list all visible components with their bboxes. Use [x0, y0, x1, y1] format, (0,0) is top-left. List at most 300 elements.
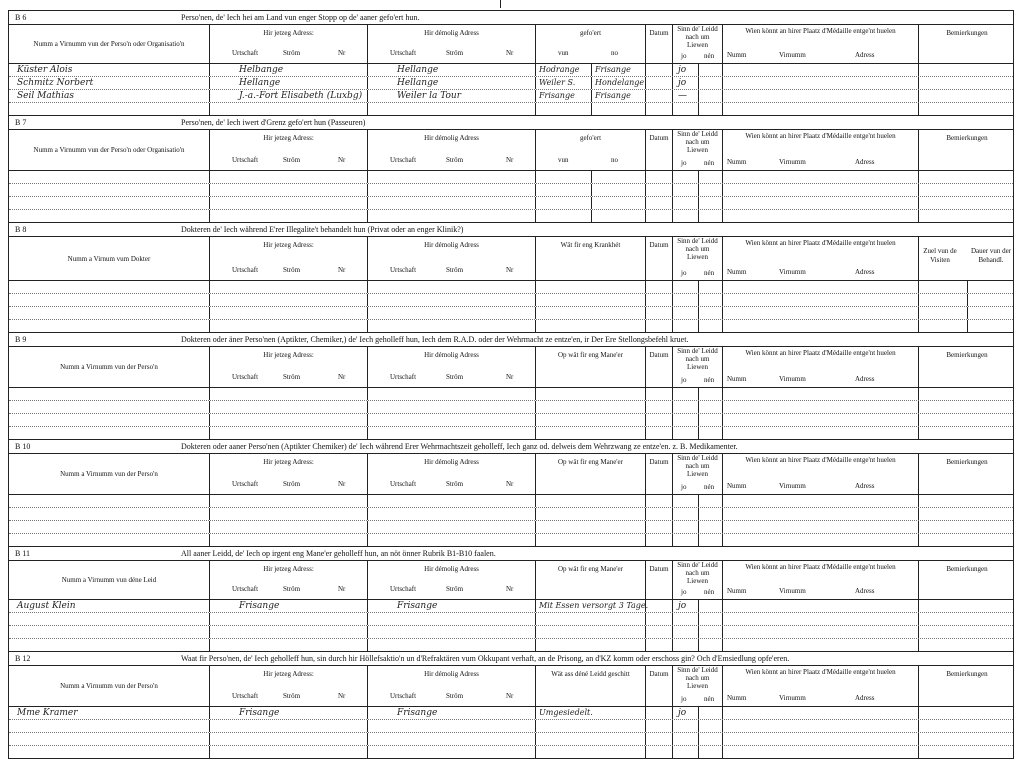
header-cell	[918, 347, 1015, 387]
header-cell	[722, 347, 918, 387]
table-cell[interactable]	[645, 401, 672, 413]
medal-firstname-label: Virnumm	[779, 268, 806, 276]
table-cell[interactable]	[645, 707, 672, 719]
table-cell[interactable]	[209, 401, 367, 413]
nr-label: Nr	[338, 49, 346, 57]
section-title-bar	[9, 116, 1013, 130]
table-cell[interactable]	[918, 495, 1015, 507]
table-cell[interactable]	[722, 64, 918, 76]
table-cell[interactable]	[209, 733, 367, 745]
table-cell[interactable]	[367, 184, 535, 196]
table-cell[interactable]	[209, 521, 367, 533]
table-cell[interactable]	[9, 294, 209, 306]
table-cell[interactable]	[722, 521, 918, 533]
table-cell[interactable]	[645, 184, 672, 196]
table-cell[interactable]	[645, 508, 672, 520]
table-cell[interactable]	[645, 414, 672, 426]
table-cell[interactable]	[918, 600, 1015, 612]
table-cell[interactable]	[535, 281, 645, 293]
street-label: Ström	[283, 692, 301, 700]
handwritten-address-now: Hellange	[239, 78, 281, 88]
table-cell[interactable]	[535, 508, 645, 520]
header-cell	[209, 347, 367, 387]
table-cell[interactable]	[645, 746, 672, 758]
table-cell[interactable]	[672, 746, 722, 758]
table-cell[interactable]	[918, 320, 1015, 332]
table-cell[interactable]	[9, 320, 209, 332]
table-cell[interactable]	[367, 414, 535, 426]
table-cell[interactable]	[645, 733, 672, 745]
table-cell[interactable]	[645, 90, 672, 102]
cell-divider	[698, 307, 699, 319]
table-cell[interactable]	[722, 746, 918, 758]
table-cell[interactable]	[722, 495, 918, 507]
header-cell	[9, 130, 209, 170]
table-cell[interactable]	[672, 521, 722, 533]
table-cell[interactable]	[645, 171, 672, 183]
table-cell[interactable]	[645, 77, 672, 89]
table-cell[interactable]	[672, 401, 722, 413]
table-cell[interactable]	[918, 626, 1015, 638]
section-code: B 12	[15, 654, 31, 663]
table-cell[interactable]	[9, 534, 209, 546]
table-cell[interactable]	[367, 307, 535, 319]
table-cell[interactable]	[918, 508, 1015, 520]
table-cell[interactable]	[672, 307, 722, 319]
table-cell[interactable]	[9, 307, 209, 319]
nr-label: Nr	[338, 156, 346, 164]
table-cell[interactable]	[367, 103, 535, 115]
header-cell	[918, 25, 1015, 63]
column-header-row	[9, 237, 1013, 281]
cell-divider	[698, 534, 699, 546]
remarks-header: Bemierkungen	[946, 351, 988, 359]
table-cell[interactable]	[722, 307, 918, 319]
table-cell[interactable]	[672, 197, 722, 209]
town-label: Urtschaft	[232, 266, 259, 274]
table-cell[interactable]	[722, 508, 918, 520]
medal-name-label: Numm	[727, 158, 747, 166]
table-cell[interactable]	[672, 639, 722, 651]
medal-name-label: Numm	[727, 482, 747, 490]
table-cell[interactable]	[918, 401, 1015, 413]
table-cell[interactable]	[535, 184, 645, 196]
table-cell[interactable]	[209, 307, 367, 319]
table-cell[interactable]	[367, 401, 535, 413]
header-cell	[722, 237, 918, 280]
header-cell	[209, 561, 367, 599]
medal-header: Wien könnt an hirer Plaatz d'Médaille entge'nt huelen	[745, 456, 896, 464]
table-cell[interactable]	[209, 707, 367, 719]
table-cell[interactable]	[645, 600, 672, 612]
address-header: Hir jetzeg Adress:	[263, 670, 314, 678]
table-cell[interactable]	[672, 210, 722, 222]
medal-header: Wien könnt an hirer Plaatz d'Médaille entge'nt huelen	[745, 668, 896, 676]
table-cell[interactable]	[918, 639, 1015, 651]
table-cell[interactable]	[535, 613, 645, 625]
table-cell[interactable]	[9, 210, 209, 222]
table-cell[interactable]	[672, 320, 722, 332]
table-cell[interactable]	[918, 184, 1015, 196]
section-title-bar	[9, 652, 1013, 666]
table-cell[interactable]	[209, 414, 367, 426]
table-cell[interactable]	[367, 521, 535, 533]
header-cell	[209, 237, 367, 280]
table-cell[interactable]	[918, 534, 1015, 546]
table-cell[interactable]	[209, 495, 367, 507]
yes-label: jo	[681, 52, 687, 60]
table-cell[interactable]	[722, 184, 918, 196]
table-cell[interactable]	[722, 77, 918, 89]
column-header-row	[9, 130, 1013, 171]
table-cell[interactable]	[672, 414, 722, 426]
table-cell[interactable]	[535, 733, 645, 745]
section-b11	[8, 546, 1014, 651]
table-row	[9, 210, 1013, 222]
table-cell[interactable]	[367, 171, 535, 183]
table-cell[interactable]	[535, 103, 645, 115]
table-cell[interactable]	[722, 613, 918, 625]
table-cell[interactable]	[367, 600, 535, 612]
table-cell[interactable]	[9, 184, 209, 196]
table-cell[interactable]	[209, 508, 367, 520]
section-title: Dokteren oder aaner Perso'nen (Aptikter Chemiker) de' Iech während Erer Wehrmachtszeit geholleff, Iech ganz od. delweis dem Wehrzwang ze entze'en. z. B. Medikamenter.	[181, 442, 738, 451]
table-row	[9, 521, 1013, 534]
cell-divider	[698, 210, 699, 222]
table-cell[interactable]	[209, 64, 367, 76]
table-cell[interactable]	[722, 90, 918, 102]
table-cell[interactable]	[645, 495, 672, 507]
header-cell	[535, 666, 645, 706]
table-cell[interactable]	[535, 307, 645, 319]
table-cell[interactable]	[535, 626, 645, 638]
street-label: Ström	[446, 480, 464, 488]
table-row	[9, 707, 1013, 720]
table-cell[interactable]	[9, 414, 209, 426]
table-cell[interactable]	[209, 184, 367, 196]
table-cell[interactable]	[645, 307, 672, 319]
town-label: Urtschaft	[232, 480, 259, 488]
table-cell[interactable]	[9, 427, 209, 439]
handwritten-address-old: Hellange	[397, 65, 439, 75]
handwritten-alive-mark: —	[678, 91, 687, 101]
table-cell[interactable]	[9, 103, 209, 115]
table-cell[interactable]	[9, 401, 209, 413]
column-3-header: Op wät fir eng Mane'er	[557, 565, 623, 573]
table-cell[interactable]	[209, 427, 367, 439]
table-cell[interactable]	[209, 77, 367, 89]
table-cell[interactable]	[367, 707, 535, 719]
table-cell[interactable]	[672, 495, 722, 507]
table-cell[interactable]	[535, 294, 645, 306]
table-cell[interactable]	[209, 103, 367, 115]
header-cell	[9, 561, 209, 599]
table-cell[interactable]	[672, 184, 722, 196]
nr-label: Nr	[506, 692, 514, 700]
from-label: vun	[558, 49, 569, 57]
table-cell[interactable]	[918, 427, 1015, 439]
header-cell	[209, 25, 367, 63]
table-cell[interactable]	[918, 388, 1015, 400]
table-cell[interactable]	[367, 733, 535, 745]
nr-label: Nr	[506, 156, 514, 164]
table-cell[interactable]	[918, 103, 1015, 115]
table-cell[interactable]	[645, 294, 672, 306]
table-cell[interactable]	[209, 294, 367, 306]
table-cell[interactable]	[918, 171, 1015, 183]
table-cell[interactable]	[535, 746, 645, 758]
table-cell[interactable]	[9, 171, 209, 183]
table-cell[interactable]	[367, 64, 535, 76]
table-cell[interactable]	[918, 707, 1015, 719]
visits-header: Zuel vun de Visiten	[923, 247, 957, 264]
cell-divider	[967, 307, 968, 319]
table-cell[interactable]	[918, 64, 1015, 76]
header-cell	[209, 454, 367, 494]
table-cell[interactable]	[209, 600, 367, 612]
handwritten-address-now: J.-a.-Fort Elisabeth (Luxbg)	[239, 91, 363, 101]
table-cell[interactable]	[645, 210, 672, 222]
table-cell[interactable]	[209, 281, 367, 293]
table-cell[interactable]	[367, 508, 535, 520]
table-cell[interactable]	[645, 534, 672, 546]
table-cell[interactable]	[209, 613, 367, 625]
table-cell[interactable]	[367, 534, 535, 546]
table-cell[interactable]	[918, 210, 1015, 222]
table-cell[interactable]	[672, 427, 722, 439]
table-cell[interactable]	[9, 613, 209, 625]
header-cell	[367, 130, 535, 170]
yes-label: jo	[681, 695, 687, 703]
date-header: Datum	[649, 565, 669, 573]
medal-firstname-label: Virnumm	[779, 587, 806, 595]
yes-label: jo	[681, 159, 687, 167]
table-cell[interactable]	[9, 521, 209, 533]
table-cell[interactable]	[722, 626, 918, 638]
table-cell[interactable]	[722, 197, 918, 209]
column-3-header: Wät fir eng Krankhét	[560, 241, 621, 249]
table-cell[interactable]	[918, 307, 1015, 319]
table-cell[interactable]	[722, 281, 918, 293]
table-cell[interactable]	[722, 600, 918, 612]
table-cell[interactable]	[722, 294, 918, 306]
table-cell[interactable]	[722, 707, 918, 719]
cell-divider	[591, 64, 592, 76]
date-header: Datum	[649, 351, 669, 359]
table-cell[interactable]	[367, 281, 535, 293]
header-cell	[722, 454, 918, 494]
header-cell	[367, 237, 535, 280]
table-cell[interactable]	[367, 294, 535, 306]
header-cell	[535, 130, 645, 170]
table-cell[interactable]	[918, 90, 1015, 102]
nr-label: Nr	[506, 373, 514, 381]
table-cell[interactable]	[672, 171, 722, 183]
street-label: Ström	[446, 373, 464, 381]
table-cell[interactable]	[367, 639, 535, 651]
table-cell[interactable]	[535, 427, 645, 439]
section-title: Waat fir Perso'nen, de' Iech geholleff hun, sin durch hir Höllefsaktio'n un d'Refraktären vum Okkupant verhaft, an de Prisong, an d'KZ komm oder erschoss gin? Och d'Emsiedlung opfe'eren.	[181, 654, 790, 663]
table-cell[interactable]	[209, 746, 367, 758]
table-cell[interactable]	[367, 197, 535, 209]
header-cell	[9, 666, 209, 706]
table-cell[interactable]	[645, 197, 672, 209]
table-cell[interactable]	[535, 521, 645, 533]
table-cell[interactable]	[645, 64, 672, 76]
table-cell[interactable]	[722, 534, 918, 546]
table-cell[interactable]	[918, 613, 1015, 625]
table-cell[interactable]	[209, 534, 367, 546]
date-header: Datum	[649, 241, 669, 249]
table-cell[interactable]	[645, 388, 672, 400]
table-cell[interactable]	[535, 495, 645, 507]
table-cell[interactable]	[918, 414, 1015, 426]
table-cell[interactable]	[722, 414, 918, 426]
medal-address-label: Adress	[855, 268, 875, 276]
table-cell[interactable]	[367, 495, 535, 507]
table-cell[interactable]	[918, 281, 1015, 293]
table-cell[interactable]	[722, 427, 918, 439]
table-cell[interactable]	[9, 281, 209, 293]
header-cell	[918, 561, 1015, 599]
cell-divider	[967, 320, 968, 332]
table-cell[interactable]	[535, 534, 645, 546]
table-cell[interactable]	[367, 388, 535, 400]
table-cell[interactable]	[918, 77, 1015, 89]
cell-divider	[591, 184, 592, 196]
no-label: nén	[704, 159, 715, 167]
column-header-row	[9, 25, 1013, 64]
table-cell[interactable]	[672, 388, 722, 400]
cell-divider	[698, 414, 699, 426]
table-cell[interactable]	[367, 626, 535, 638]
table-cell[interactable]	[367, 427, 535, 439]
table-cell[interactable]	[9, 197, 209, 209]
table-cell[interactable]	[367, 320, 535, 332]
remarks-header: Bemierkungen	[946, 134, 988, 142]
table-cell[interactable]	[209, 210, 367, 222]
table-cell[interactable]	[918, 746, 1015, 758]
table-cell[interactable]	[209, 197, 367, 209]
medal-header: Wien könnt an hirer Plaatz d'Médaille entge'nt huelen	[745, 349, 896, 357]
table-cell[interactable]	[918, 294, 1015, 306]
address-header: Hir jetzeg Adress:	[263, 134, 314, 142]
table-cell[interactable]	[535, 197, 645, 209]
cell-divider	[591, 210, 592, 222]
table-cell[interactable]	[722, 103, 918, 115]
table-cell[interactable]	[918, 197, 1015, 209]
table-cell[interactable]	[535, 171, 645, 183]
table-row	[9, 639, 1013, 651]
table-cell[interactable]	[722, 401, 918, 413]
table-cell[interactable]	[9, 639, 209, 651]
table-cell[interactable]	[209, 639, 367, 651]
table-row	[9, 626, 1013, 639]
table-cell[interactable]	[918, 521, 1015, 533]
table-cell[interactable]	[9, 495, 209, 507]
table-cell[interactable]	[209, 171, 367, 183]
table-cell[interactable]	[645, 521, 672, 533]
table-cell[interactable]	[535, 388, 645, 400]
table-cell[interactable]	[672, 626, 722, 638]
table-cell[interactable]	[9, 626, 209, 638]
table-cell[interactable]	[722, 733, 918, 745]
table-cell[interactable]	[645, 613, 672, 625]
table-cell[interactable]	[9, 388, 209, 400]
section-title-bar	[9, 11, 1013, 25]
table-cell[interactable]	[645, 281, 672, 293]
table-cell[interactable]	[722, 639, 918, 651]
table-cell[interactable]	[535, 210, 645, 222]
table-cell[interactable]	[645, 639, 672, 651]
table-cell[interactable]	[9, 508, 209, 520]
yes-label: jo	[681, 269, 687, 277]
table-row	[9, 534, 1013, 546]
table-cell[interactable]	[535, 414, 645, 426]
cell-divider	[698, 281, 699, 293]
table-cell[interactable]	[918, 733, 1015, 745]
table-cell[interactable]	[722, 320, 918, 332]
table-cell[interactable]	[672, 733, 722, 745]
medal-address-label: Adress	[855, 587, 875, 595]
table-cell[interactable]	[645, 626, 672, 638]
table-row	[9, 294, 1013, 307]
table-cell[interactable]	[672, 103, 722, 115]
table-cell[interactable]	[367, 77, 535, 89]
table-cell[interactable]	[672, 294, 722, 306]
cell-divider	[591, 197, 592, 209]
name-column-header: Numm a Virnum vum Dokter	[67, 254, 151, 263]
table-cell[interactable]	[722, 210, 918, 222]
handwritten-alive-mark: jo	[678, 78, 687, 88]
yes-label: jo	[681, 483, 687, 491]
table-cell[interactable]	[209, 388, 367, 400]
table-row	[9, 733, 1013, 746]
handwritten-address-old: Frisange	[397, 708, 438, 718]
table-cell[interactable]	[209, 626, 367, 638]
remarks-header: Bemierkungen	[946, 29, 988, 37]
table-cell[interactable]	[367, 210, 535, 222]
handwritten-detail: Mit Essen versorgt 3 Tage.	[539, 601, 649, 610]
table-cell[interactable]	[645, 427, 672, 439]
table-cell[interactable]	[9, 746, 209, 758]
section-code: B 9	[15, 335, 27, 344]
table-cell[interactable]	[367, 613, 535, 625]
table-cell[interactable]	[672, 534, 722, 546]
table-cell[interactable]	[722, 171, 918, 183]
table-cell[interactable]	[645, 320, 672, 332]
table-cell[interactable]	[672, 281, 722, 293]
street-label: Ström	[283, 373, 301, 381]
table-cell[interactable]	[722, 388, 918, 400]
table-cell[interactable]	[535, 639, 645, 651]
to-label: no	[611, 156, 618, 164]
table-row	[9, 171, 1013, 184]
section-code: B 8	[15, 225, 27, 234]
table-cell[interactable]	[672, 508, 722, 520]
column-header-row	[9, 561, 1013, 600]
table-cell[interactable]	[367, 746, 535, 758]
header-cell	[367, 561, 535, 599]
handwritten-address-old: Weiler la Tour	[397, 91, 462, 101]
table-cell[interactable]	[535, 401, 645, 413]
table-cell[interactable]	[209, 320, 367, 332]
street-label: Ström	[283, 266, 301, 274]
table-cell[interactable]	[645, 103, 672, 115]
table-cell[interactable]	[672, 613, 722, 625]
table-cell[interactable]	[9, 733, 209, 745]
table-cell[interactable]	[535, 320, 645, 332]
